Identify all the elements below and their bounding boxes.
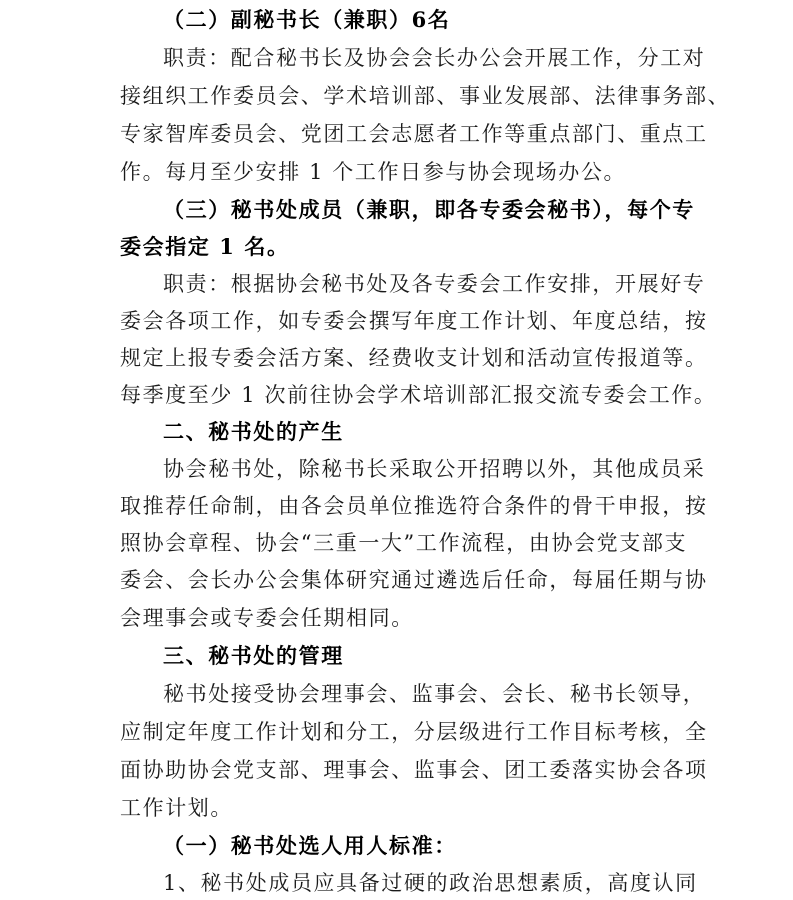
text-line: （三）秘书处成员（兼职，即各专委会秘书），每个专: [163, 197, 695, 222]
text-line: 会理事会或专委会任期相同。: [120, 606, 414, 630]
text-line: 面协助协会党支部、理事会、监事会、团工委落实协会各项: [120, 758, 708, 782]
text-line: 秘书处接受协会理事会、监事会、会长、秘书长领导，: [163, 682, 706, 706]
text-line: 接组织工作委员会、学术培训部、事业发展部、法律事务部、: [120, 84, 731, 108]
text-line: 委会指定 1 名。: [120, 234, 290, 259]
text-line: 作。每月至少安排 1 个工作日参与协会现场办公。: [120, 160, 627, 184]
text-line: 1、秘书处成员应具备过硬的政治思想素质，高度认同: [163, 871, 698, 895]
text-line: 职责：根据协会秘书处及各专委会工作安排，开展好专: [163, 272, 706, 296]
text-line: 职责：配合秘书长及协会会长办公会开展工作，分工对: [163, 46, 706, 70]
text-line: 委会、会长办公会集体研究通过遴选后任命，每届任期与协: [120, 568, 708, 592]
text-line: 取推荐任命制，由各会员单位推选符合条件的骨干申报，按: [120, 494, 708, 518]
section-heading: 二、秘书处的产生: [163, 419, 344, 444]
text-line: 照协会章程、协会“三重一大”工作流程，由协会党支部支: [120, 531, 688, 555]
text-line: 委会各项工作，如专委会撰写年度工作计划、年度总结，按: [120, 309, 708, 333]
text-line: 应制定年度工作计划和分工，分层级进行工作目标考核，全: [120, 720, 708, 744]
text-line: 每季度至少 1 次前往协会学术培训部汇报交流专委会工作。: [120, 383, 717, 407]
text-line: 协会秘书处，除秘书长采取公开招聘以外，其他成员采: [163, 457, 706, 481]
text-line: 专家智库委员会、党团工会志愿者工作等重点部门、重点工: [120, 122, 708, 146]
text-line: （二）副秘书长（兼职）6名: [163, 7, 451, 32]
subsection-heading: （一）秘书处选人用人标准：: [163, 833, 457, 858]
text-line: 工作计划。: [120, 796, 233, 820]
text-line: 规定上报专委会活方案、经费收支计划和活动宣传报道等。: [120, 346, 708, 370]
section-heading: 三、秘书处的管理: [163, 643, 344, 668]
